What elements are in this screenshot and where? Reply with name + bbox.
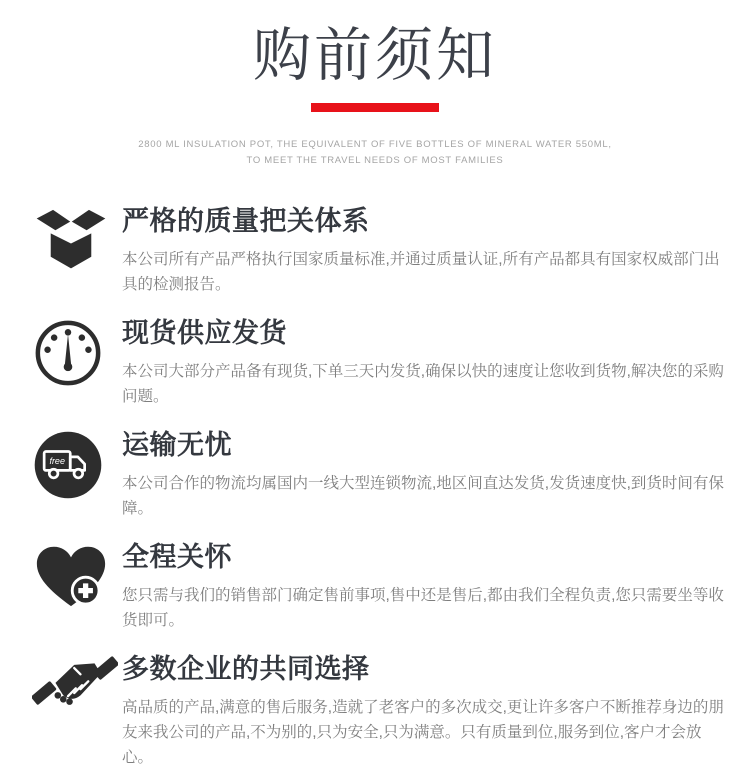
section-body: 本公司大部分产品备有现货,下单三天内发货,确保以快的速度让您收到货物,解决您的采购问题。 [122,363,724,405]
section-title: 运输无忧 [122,430,232,460]
section-choice-content [122,652,728,770]
section-title: 多数企业的共同选择 [122,654,370,684]
heart-care-icon [32,540,122,611]
section-shipping-content [122,428,728,521]
speedometer-icon [32,316,122,389]
section-body: 高品质的产品,满意的售后服务,造就了老客户的多次成交,更让许多客户不断推荐身边的朋友来我公司的产品,不为别的,只为安全,只为满意。只有质量到位,服务到位,客户才会放心。 [122,699,724,766]
section-title: 现货供应发货 [122,318,287,348]
open-box-icon [32,204,122,271]
section-body: 本公司合作的物流均属国内一线大型连锁物流,地区间直达发货,发货速度快,到货时间有保障。 [122,475,724,517]
handshake-icon [32,652,122,719]
truck-free-label: free [49,456,65,467]
english-subtitle [0,137,750,169]
section-shipping [32,428,728,521]
subtitle-line-1: 2800 ML INSULATION POT, THE EQUIVALENT OF FIVE BOTTLES OF MINERAL WATER 550ML, [138,139,612,150]
section-stock-content [122,316,728,409]
section-title: 全程关怀 [122,542,232,572]
feature-section-list [0,204,750,770]
red-divider-bar [311,103,439,112]
section-quality [32,204,728,297]
subtitle-line-2: TO MEET THE TRAVEL NEEDS OF MOST FAMILIES [246,155,504,166]
section-quality-content [122,204,728,297]
section-care [32,540,728,633]
section-body: 您只需与我们的销售部门确定售前事项,售中还是售后,都由我们全程负责,您只需要坐等收货即可。 [122,587,724,629]
section-body: 本公司所有产品严格执行国家质量标准,并通过质量认证,所有产品都具有国家权威部门出具的检测报告。 [122,251,720,293]
page-title: 购前须知 [252,23,497,88]
section-title: 严格的质量把关体系 [122,206,370,236]
page-header [0,0,750,169]
section-stock [32,316,728,409]
free-shipping-truck-icon [32,428,122,501]
section-choice [32,652,728,770]
section-care-content [122,540,728,633]
